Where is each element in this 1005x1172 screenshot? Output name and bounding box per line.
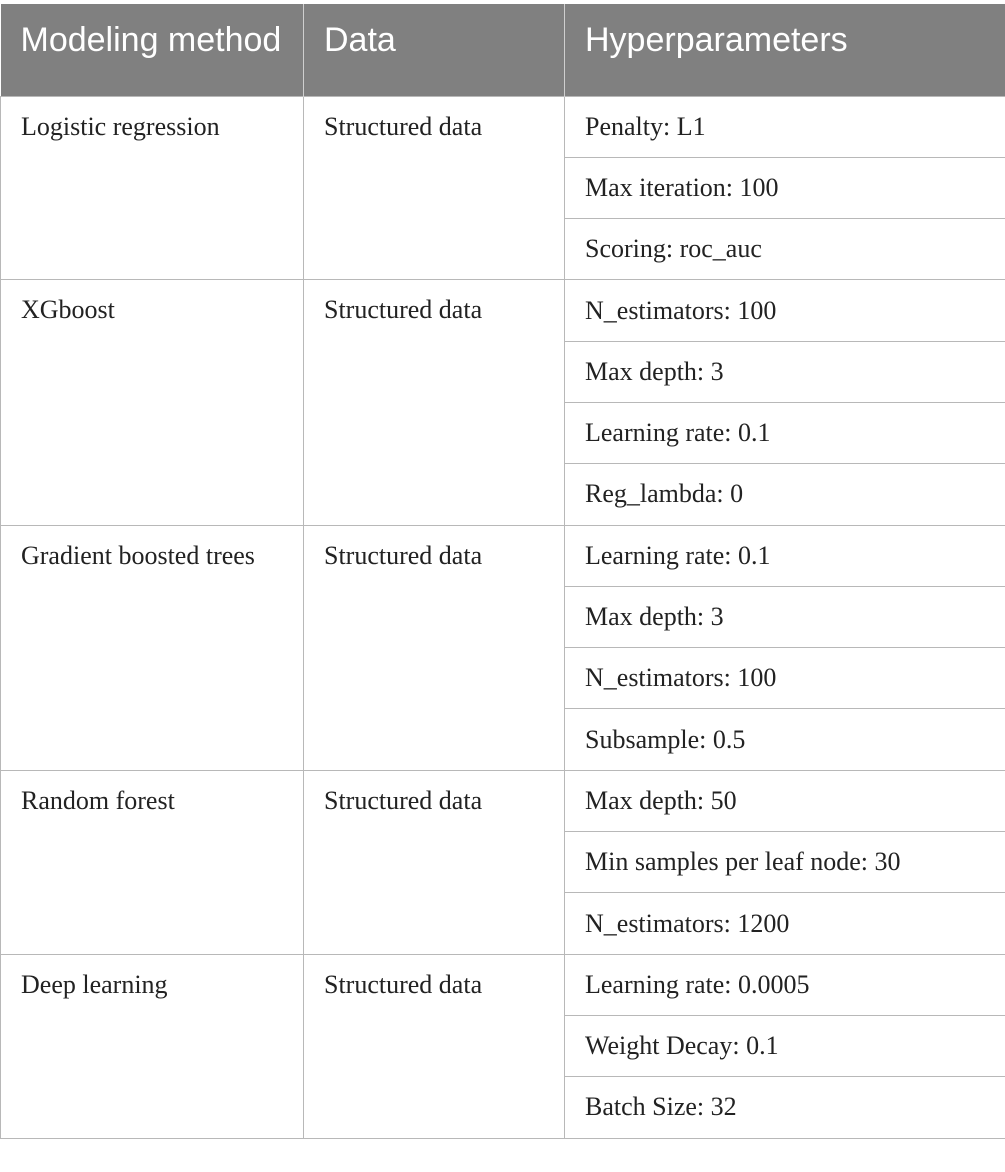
- cell-hyperparameter: Scoring: roc_auc: [565, 219, 1005, 280]
- cell-hyperparameter: N_estimators: 100: [565, 280, 1005, 341]
- cell-hyperparameter: Learning rate: 0.1: [565, 525, 1005, 586]
- data-text: Structured data: [324, 295, 483, 325]
- data-text: Structured data: [324, 111, 483, 141]
- modeling-method-text: Deep learning: [21, 969, 168, 999]
- data-text: Structured data: [324, 969, 483, 999]
- cell-hyperparameter: Learning rate: 0.0005: [565, 954, 1005, 1015]
- cell-hyperparameter: N_estimators: 1200: [565, 893, 1005, 954]
- header-data: Data: [304, 4, 565, 96]
- header-row: [1, 4, 1005, 96]
- cell-hyperparameter: Weight Decay: 0.1: [565, 1015, 1005, 1076]
- modeling-method-text: Gradient boosted trees: [21, 540, 255, 570]
- modeling-method-text: XGboost: [21, 295, 115, 325]
- table-row: [1, 280, 1005, 341]
- cell-data: [304, 96, 565, 280]
- cell-hyperparameter: Max depth: 3: [565, 586, 1005, 647]
- cell-modeling-method: [1, 770, 304, 954]
- table-row: [1, 954, 1005, 1015]
- cell-data: [304, 525, 565, 770]
- cell-data: [304, 770, 565, 954]
- cell-hyperparameter: Min samples per leaf node: 30: [565, 832, 1005, 893]
- modeling-method-text: Random forest: [21, 785, 175, 815]
- cell-modeling-method: [1, 954, 304, 1138]
- hyperparameters-table: [0, 4, 1005, 1139]
- cell-hyperparameter: Max depth: 50: [565, 770, 1005, 831]
- cell-modeling-method: [1, 96, 304, 280]
- cell-data: [304, 280, 565, 525]
- table-row: [1, 770, 1005, 831]
- header-modeling-method: Modeling method: [1, 4, 304, 96]
- cell-hyperparameter: Max iteration: 100: [565, 157, 1005, 218]
- data-text: Structured data: [324, 785, 483, 815]
- table-row: [1, 525, 1005, 586]
- header-hyperparameters: Hyperparameters: [565, 4, 1005, 96]
- cell-hyperparameter: Subsample: 0.5: [565, 709, 1005, 770]
- table-header: [1, 4, 1005, 96]
- table-body: [1, 96, 1005, 1138]
- cell-hyperparameter: Reg_lambda: 0: [565, 464, 1005, 525]
- cell-hyperparameter: Learning rate: 0.1: [565, 402, 1005, 463]
- table-row: [1, 96, 1005, 157]
- cell-modeling-method: [1, 280, 304, 525]
- cell-modeling-method: [1, 525, 304, 770]
- cell-data: [304, 954, 565, 1138]
- cell-hyperparameter: N_estimators: 100: [565, 648, 1005, 709]
- modeling-method-text: Logistic regression: [21, 111, 220, 141]
- cell-hyperparameter: Batch Size: 32: [565, 1077, 1005, 1138]
- data-text: Structured data: [324, 540, 483, 570]
- cell-hyperparameter: Penalty: L1: [565, 96, 1005, 157]
- cell-hyperparameter: Max depth: 3: [565, 341, 1005, 402]
